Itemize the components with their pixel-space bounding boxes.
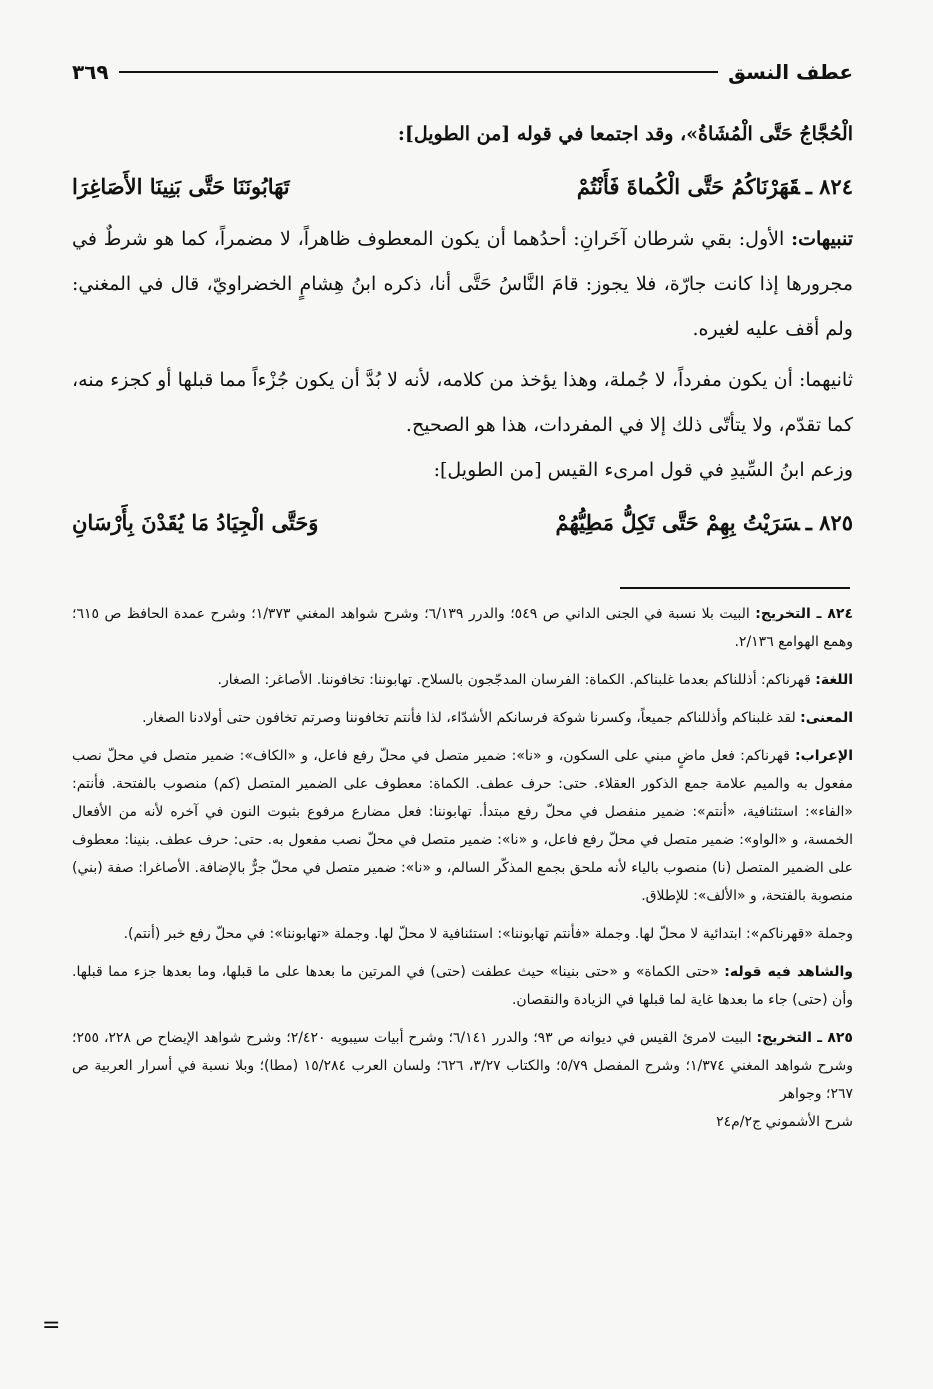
page-header — [72, 52, 853, 92]
note-maana — [72, 704, 853, 732]
note-irab-label: الإعراب: — [795, 748, 853, 764]
paragraph-3: ثانيهما: أن يكون مفرداً، لا جُملة، وهذا يؤخذ من كلامه، لأنه لا بُدَّ أن يكون جُزْءاً مما قبلها أو كجزء منه، كما تقدّم، ولا يتأتّى ذلك إلا في المفردات، هذا هو الصحيح. — [72, 369, 853, 436]
tanbihat-text: الأول: بقي شرطان آخَرانِ: أحدُهما أن يكون المعطوف ظاهراً، لا مضمراً، كما هو شرطٌ في مجرورها إذا كانت جارّة، فلا يجوز: قامَ النَّاسُ حَتَّى أنا، ذكره ابنُ هِشامٍ الخضراويّ، قال في المغني: ولم أقف عليه لغيره. — [72, 228, 853, 340]
note-824-takhrij-text: البيت بلا نسبة في الجنى الداني ص ٥٤٩؛ والدرر ٦/١٣٩؛ وشرح شواهد المغني ١/٣٧٣؛ وشرح عمدة الحافظ ص ٦١٥؛ وهمع الهوامع ٢/١٣٦. — [72, 606, 853, 650]
paragraph-1: الْحُجَّاجُ حَتَّى الْمُشَاةُ»، وقد اجتمعا في قوله [من الطويل]: — [397, 123, 853, 145]
header-rule — [119, 71, 719, 73]
note-maana-label: المعنى: — [800, 710, 853, 726]
note-825-takhrij-label: ٨٢٥ ـ التخريج: — [756, 1030, 853, 1046]
note-824-takhrij-label: ٨٢٤ ـ التخريج: — [755, 606, 854, 622]
continuation-mark: = — [42, 1313, 61, 1338]
page-footer: شرح الأشموني ج٢/م٢٤ — [716, 1114, 853, 1130]
note-lugha-label: اللغة: — [815, 672, 853, 688]
verse-825-number: ٨٢٥ ـ — [805, 510, 853, 535]
verse-825-hemistich-1: سَرَيْتُ بِهِمْ حَتَّى تَكِلُّ مَطِيُّهُمْ — [555, 510, 800, 535]
chapter-title: عطف النسق — [728, 60, 853, 84]
verse-825-first-half — [556, 499, 853, 547]
note-maana-text: لقد غلبناكم وأذللناكم جميعاً، وكسرنا شوكة فرسانكم الأشدّاء، لذا فأنتم تخافوننا وصرتم تخافون حتى أولادنا الصغار. — [142, 710, 796, 726]
verse-825 — [72, 499, 853, 547]
note-irab — [72, 742, 853, 910]
footnote-divider — [620, 587, 850, 589]
verse-825-hemistich-2: وَحَتَّى الْجِيَادُ مَا يُقَدْنَ بِأَرْسَانِ — [72, 510, 319, 535]
note-lugha-text: قهرناكم: أذللناكم بعدما غلبناكم. الكماة: الفرسان المدجّجون بالسلاح. تهابوننا: تخافوننا. الأصاغر: الصغار. — [217, 672, 811, 688]
verse-824 — [72, 163, 853, 211]
note-shahid — [72, 958, 853, 1014]
note-825-takhrij-text: البيت لامرئ القيس في ديوانه ص ٩٣؛ والدرر ٦/١٤١؛ وشرح أبيات سيبويه ٢/٤٢٠؛ وشرح شواهد الإيضاح ص ٢٢٨، ٢٥٥؛ وشرح شواهد المغني ١/٣٧٤؛ وشرح المفصل ٥/٧٩؛ والكتاب ٣/٢٧، ٦٢٦؛ ولسان العرب ١٥/٢٨٤ (مطا)؛ وبلا نسبة في أسرار العربية ص ٢٦٧؛ وجواهر — [72, 1030, 853, 1102]
note-824-takhrij — [72, 600, 853, 656]
note-lugha — [72, 666, 853, 694]
paragraph-tanbihat — [72, 217, 853, 352]
note-irab-text: قهرناكم: فعل ماضٍ مبني على السكون، و «نا»: ضمير متصل في محلّ رفع فاعل، و «الكاف»: ضمير متصل في محلّ نصب مفعول به والميم علامة جمع الذكور العقلاء. حتى: حرف عطف. الكماة: معطوف على الضمير المتصل (كم) منصوب بالفتحة. فأنتم: «الفاء»: استئنافية، «أنتم»: ضمير منفصل في محلّ رفع مبتدأ. تهابوننا: فعل مضارع مرفوع بثبوت النون في آخره لأنه من الأفعال الخمسة، و «الواو»: ضمير متصل في محلّ رفع فاعل، و «نا»: ضمير متصل في محلّ نصب مفعول به. حتى: حرف عطف. بنينا: معطوف على الضمير المتصل (نا) منصوب بالياء لأنه ملحق بجمع المذكّر السالم، و «نا»: ضمير متصل في محلّ جرٌّ بالإضافة. الأصاغرا: صفة (بني) منصوبة بالفتحة، و «الألف»: للإطلاق. — [72, 748, 853, 904]
note-jumal: وجملة «قهرناكم»: ابتدائية لا محلّ لها. وجملة «فأنتم تهابوننا»: استئنافية لا محلّ لها. وجملة «تهابوننا»: في محلّ رفع خبر (أنتم). — [123, 926, 853, 942]
main-text — [72, 112, 853, 553]
note-825-takhrij — [72, 1024, 853, 1108]
verse-824-number: ٨٢٤ ـ — [805, 174, 853, 199]
footnotes — [72, 600, 853, 1146]
tanbihat-label: تنبيهات: — [791, 228, 853, 250]
note-shahid-label: والشاهد فيه قوله: — [724, 964, 853, 980]
note-shahid-text: «حتى الكماة» و «حتى بنينا» حيث عطفت (حتى) في المرتين ما بعدها على ما قبلها، وما بعدها جزء مما قبلها. وأن (حتى) جاء ما بعدها غاية لما قبلها في الزيادة والنقصان. — [72, 964, 853, 1008]
verse-824-first-half — [577, 163, 853, 211]
paragraph-4: وزعم ابنُ السِّيدِ في قول امرىء القيس [من الطويل]: — [433, 459, 853, 481]
verse-824-hemistich-2: تَهَابُونَنَا حَتَّى بَنِينَا الأَصَاغِرَا — [72, 174, 290, 199]
verse-824-hemistich-1: قَهَرْنَاكُمُ حَتَّى الْكُماةَ فَأَنْتُمْ — [576, 174, 800, 199]
page-number: ٣٦٩ — [72, 60, 109, 84]
